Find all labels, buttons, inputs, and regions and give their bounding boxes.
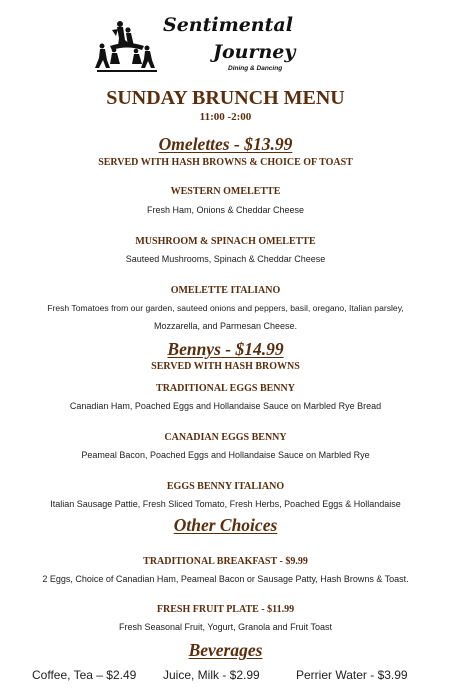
menu-item-desc: Peameal Bacon, Poached Eggs and Hollandaise Sauce on Marbled Rye [81, 450, 370, 460]
beverage-item: Coffee, Tea – $2.49 [32, 668, 137, 682]
menu-item-desc: Fresh Tomatoes from our garden, sauteed onions and peppers, basil, oregano, Italian parsley, [47, 303, 404, 313]
beverage-item: Perrier Water - $3.99 [296, 668, 408, 682]
menu-item-name: MUSHROOM & SPINACH OMELETTE [135, 236, 316, 247]
menu-item-name: WESTERN OMELETTE [170, 186, 281, 197]
menu-item-desc: Fresh Ham, Onions & Cheddar Cheese [146, 205, 305, 215]
dancing-couples-logo-icon [92, 16, 162, 74]
section-omelettes-heading: Omelettes - $13.99 [158, 134, 293, 154]
menu-title: SUNDAY BRUNCH MENU [106, 87, 345, 109]
brand-name-line2: Journey [213, 41, 296, 63]
menu-item-name: FRESH FRUIT PLATE - $11.99 [156, 604, 295, 615]
brand-name-line1: Sentimental [163, 14, 293, 36]
menu-item-name: TRADITIONAL EGGS BENNY [156, 383, 295, 394]
section-other-heading: Other Choices [173, 515, 278, 535]
section-bennys-heading: Bennys - $14.99 [167, 339, 284, 359]
menu-item-desc: Sauteed Mushrooms, Spinach & Cheddar Cheese [125, 254, 326, 264]
menu-item-desc: Fresh Seasonal Fruit, Yogurt, Granola and Fruit Toast [119, 622, 332, 632]
menu-item-desc: 2 Eggs, Choice of Canadian Ham, Peameal Bacon or Sausage Patty, Hash Browns & Toast. [42, 574, 409, 584]
menu-item-name: EGGS BENNY ITALIANO [166, 481, 285, 492]
menu-hours: 11:00 -2:00 [199, 111, 252, 123]
menu-item-name: TRADITIONAL BREAKFAST - $9.99 [143, 556, 308, 567]
menu-item-desc: Italian Sausage Pattie, Fresh Sliced Tomato, Fresh Herbs, Poached Eggs & Hollandaise [50, 499, 401, 509]
menu-item-desc: Canadian Ham, Poached Eggs and Hollandaise Sauce on Marbled Rye Bread [69, 401, 382, 411]
omelettes-note: SERVED WITH HASH BROWNS & CHOICE OF TOAST [98, 157, 353, 168]
bennys-note: SERVED WITH HASH BROWNS [151, 361, 300, 372]
menu-item-desc-continued: Mozzarella, and Parmesan Cheese. [153, 321, 298, 331]
menu-item-name: OMELETTE ITALIANO [170, 285, 281, 296]
brand-tagline: Dining & Dancing [228, 65, 283, 72]
beverage-item: Juice, Milk - $2.99 [163, 668, 260, 682]
menu-item-name: CANADIAN EGGS BENNY [164, 432, 287, 443]
section-beverages-heading: Beverages [188, 640, 263, 660]
